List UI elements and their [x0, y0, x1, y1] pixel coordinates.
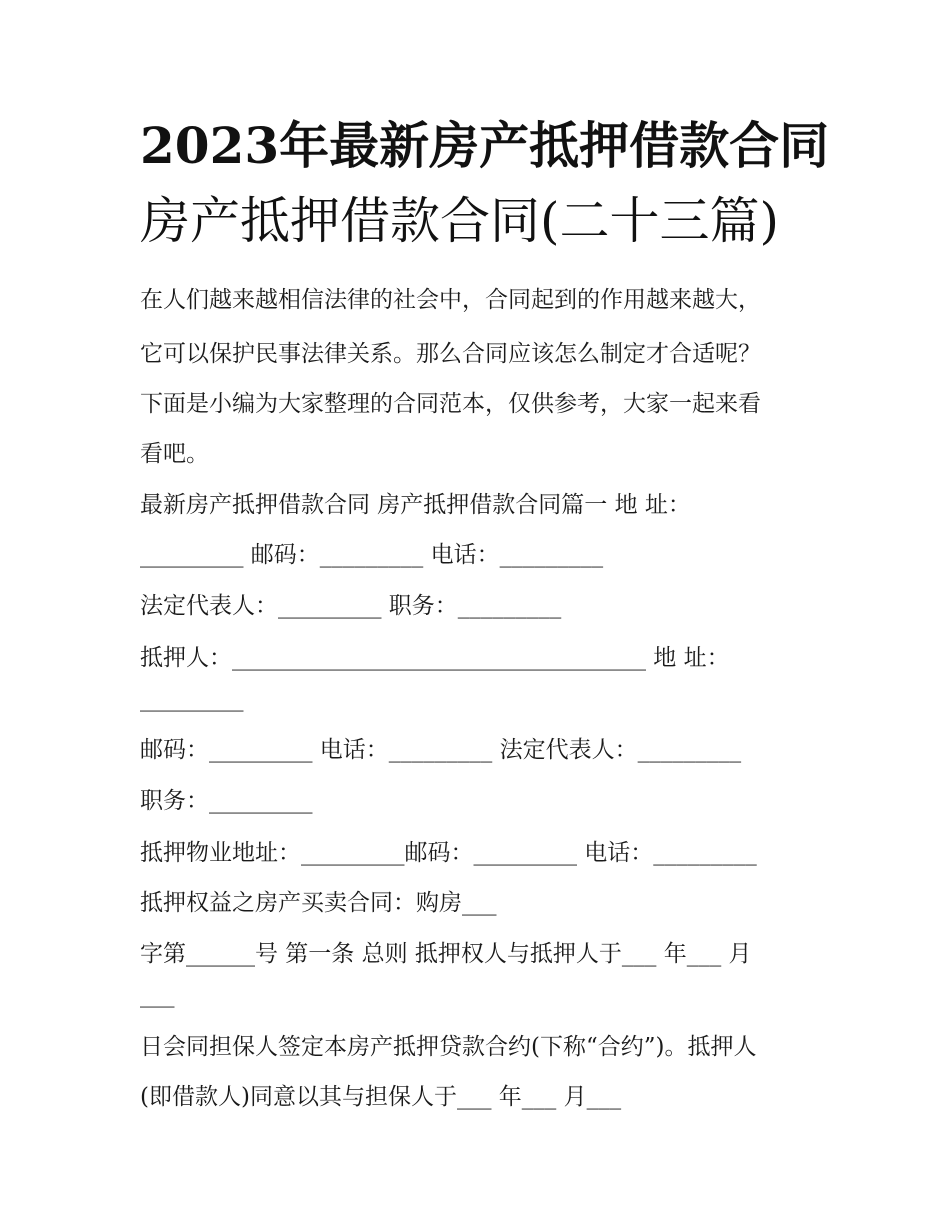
property-address-line: 抵押物业地址：_________邮码：_________ 电话：_________ — [140, 840, 757, 866]
mortgagee-representative-line: 法定代表人：_________ 职务：_________ — [140, 593, 562, 619]
article-one-line: 字第______号 第一条 总则 抵押权人与抵押人于___ 年___ 月 — [140, 941, 752, 967]
intro-line-2: 它可以保护民事法律关系。那么合同应该怎么制定才合适呢？ — [140, 341, 761, 367]
mortgagor-address-blank: _________ — [140, 686, 244, 712]
mortgagor-contact-line: 邮码：_________ 电话：_________ 法定代表人：_________ — [140, 737, 742, 763]
agreement-line: 日会同担保人签定本房产抵押贷款合约(下称“合约”)。抵押人 — [140, 1034, 757, 1060]
date-blank-line: ___ — [140, 982, 175, 1008]
document-title-line-1: 2023年最新房产抵押借款合同 — [140, 116, 830, 175]
intro-line-1: 在人们越来越相信法律的社会中，合同起到的作用越来越大， — [140, 287, 761, 313]
intro-line-3: 下面是小编为大家整理的合同范本，仅供参考，大家一起来看 — [140, 391, 761, 417]
mortgagor-position-line: 职务：_________ — [140, 788, 313, 814]
intro-line-4: 看吧。 — [140, 441, 209, 467]
document-title-line-2: 房产抵押借款合同(二十三篇) — [140, 192, 780, 250]
mortgagee-contact-line: _________ 邮码：_________ 电话：_________ — [140, 542, 604, 568]
borrower-line: (即借款人)同意以其与担保人于___ 年___ 月___ — [140, 1084, 622, 1110]
purchase-contract-line: 抵押权益之房产买卖合同：购房___ — [140, 890, 497, 916]
mortgagor-line: 抵押人：____________________________________ 地 址： — [140, 645, 730, 671]
contract-heading-line: 最新房产抵押借款合同 房产抵押借款合同篇一 地 址： — [140, 492, 691, 518]
